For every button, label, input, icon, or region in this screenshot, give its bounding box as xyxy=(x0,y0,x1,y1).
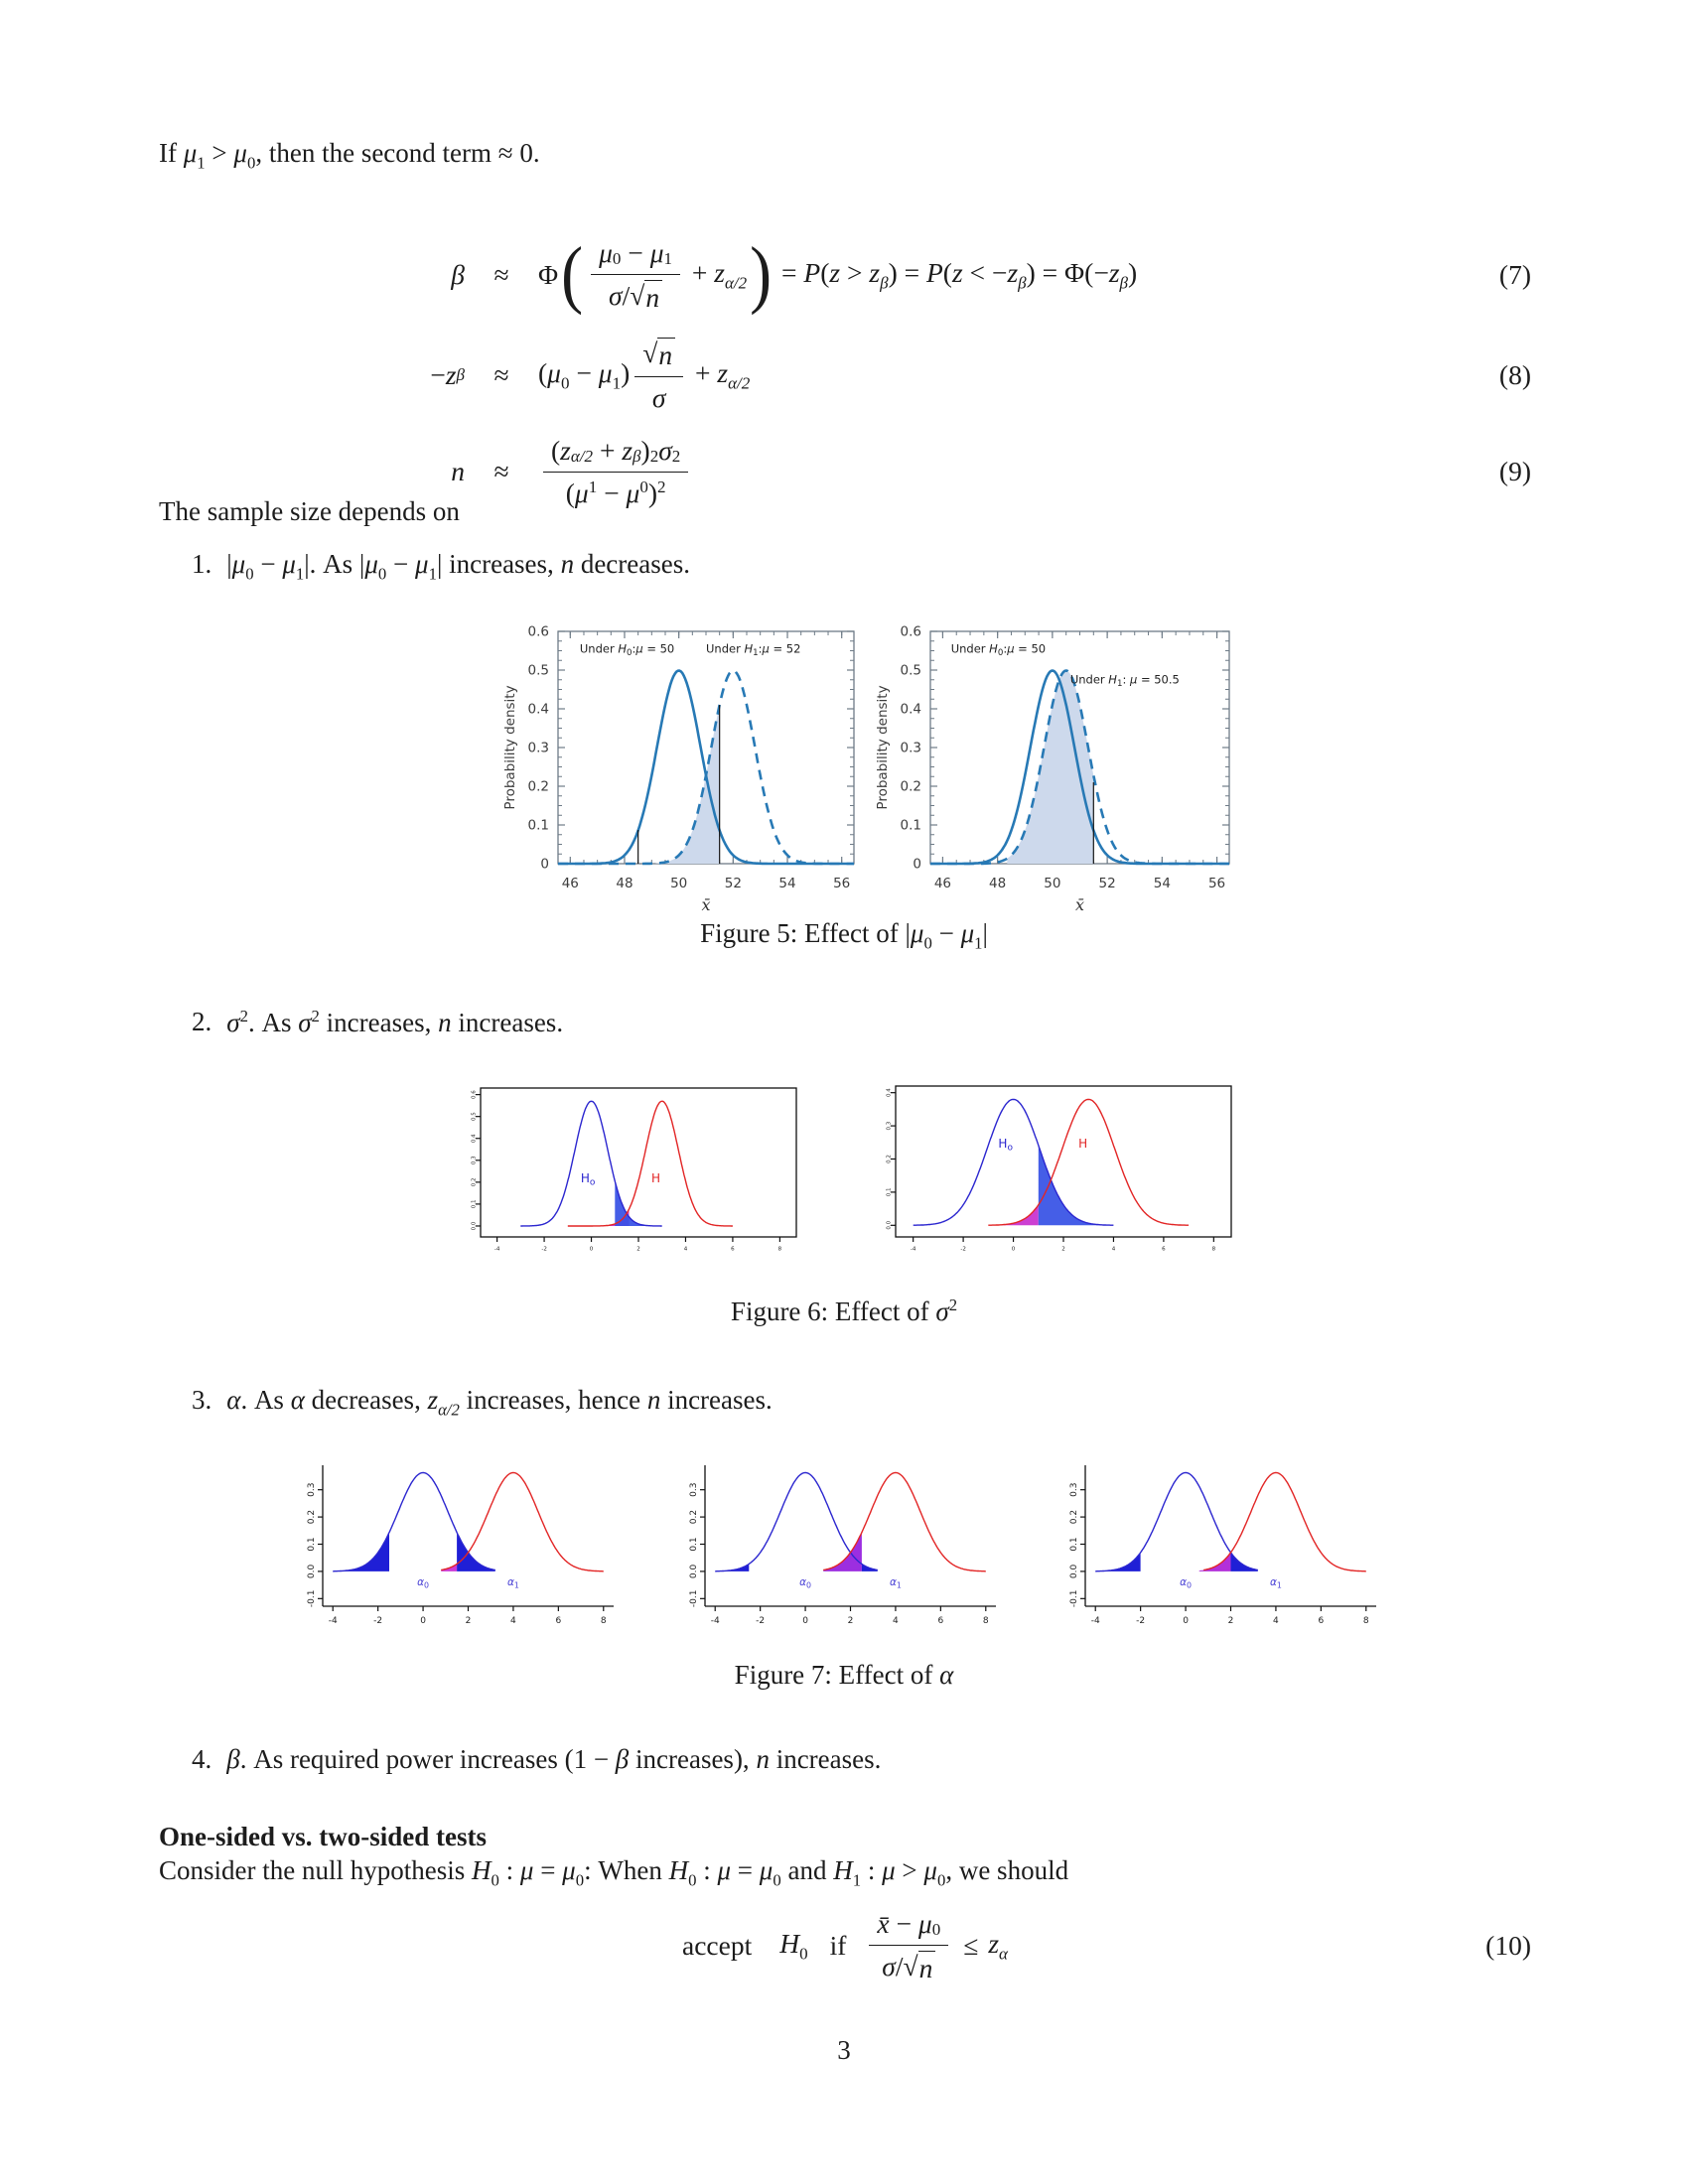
svg-text:0.2: 0.2 xyxy=(527,778,549,795)
svg-text:0.0: 0.0 xyxy=(886,1220,893,1230)
svg-text:8: 8 xyxy=(1211,1246,1216,1253)
figure7-middle-plot xyxy=(657,1453,1005,1652)
svg-text:0.2: 0.2 xyxy=(471,1177,478,1187)
equation-8-lhs: − z β xyxy=(430,359,465,390)
svg-text:α0: $\alpha_0$ xyxy=(417,1576,430,1590)
svg-text:0.1: 0.1 xyxy=(307,1537,317,1552)
svg-text:8: 8 xyxy=(777,1246,782,1253)
svg-text:H: H xyxy=(1078,1136,1088,1151)
big-close-paren: ) xyxy=(750,232,773,317)
svg-text:-0.1: -0.1 xyxy=(689,1589,699,1608)
svg-text:0.6: 0.6 xyxy=(527,623,549,640)
svg-text:0.6: 0.6 xyxy=(471,1090,478,1099)
equation-8 xyxy=(159,334,1531,417)
svg-text:-4: -4 xyxy=(328,1616,338,1626)
fraction xyxy=(869,1908,948,1984)
figure6-left-plot xyxy=(459,1074,806,1263)
equation-10 xyxy=(159,1898,1531,1993)
intro-paragraph: If $\mu_1 > \mu_0$, then the second term ≈ 0. xyxy=(159,138,540,173)
equation-8-rhs xyxy=(538,338,750,414)
sample-size-paragraph: The sample size depends on xyxy=(159,496,460,526)
svg-text:α1: $\alpha_1$ xyxy=(506,1576,519,1590)
svg-text:α0: $\alpha_0$ xyxy=(799,1576,812,1590)
svg-text:0.3: 0.3 xyxy=(900,740,921,756)
square-root xyxy=(630,280,662,314)
svg-text:0.4: 0.4 xyxy=(886,1088,893,1098)
svg-text:56: 56 xyxy=(1207,876,1226,891)
svg-text:0.2: 0.2 xyxy=(1069,1509,1079,1525)
svg-text:0.3: 0.3 xyxy=(886,1121,893,1131)
svg-text:α0: $\alpha_0$ xyxy=(1180,1576,1193,1590)
svg-text:0.0: 0.0 xyxy=(1069,1564,1079,1579)
figure7-right-plot xyxy=(1038,1453,1385,1652)
figure5-left-plot xyxy=(501,617,864,915)
svg-text:4: 4 xyxy=(510,1616,516,1626)
svg-text:-2: -2 xyxy=(541,1246,547,1253)
svg-text:48: 48 xyxy=(616,876,633,891)
svg-text:0.3: 0.3 xyxy=(527,740,549,756)
svg-text:0.3: 0.3 xyxy=(689,1482,699,1497)
svg-text:0: 0 xyxy=(589,1246,594,1253)
svg-text:0.5: 0.5 xyxy=(900,662,921,679)
radical-sign: √ xyxy=(642,337,658,368)
radical-argument: n xyxy=(918,1951,936,1984)
svg-text:0.3: 0.3 xyxy=(471,1156,478,1165)
section-heading: One-sided vs. two-sided tests xyxy=(159,1822,488,1851)
svg-text:0.5: 0.5 xyxy=(527,662,549,679)
fraction xyxy=(591,237,680,314)
svg-text:2: 2 xyxy=(636,1246,640,1253)
fraction-denominator xyxy=(609,275,662,314)
if-word: if xyxy=(829,1930,847,1961)
denominator-prefix: σ/ xyxy=(609,279,631,311)
list-item-3 xyxy=(192,1385,1532,1420)
equation-7-plus-term: + $z_{\alpha/2}$ xyxy=(685,256,748,293)
radical-argument: n xyxy=(657,338,675,371)
svg-text:Probability density: Probability density xyxy=(502,685,518,810)
fraction-numerator: x̄ − μ $_0$ xyxy=(869,1908,948,1946)
svg-text:-0.1: -0.1 xyxy=(307,1589,317,1608)
svg-text:0.0: 0.0 xyxy=(471,1221,478,1231)
svg-text:56: 56 xyxy=(833,876,851,891)
equation-7-number: (7) xyxy=(1498,259,1531,290)
svg-text:0: 0 xyxy=(1011,1246,1016,1253)
equation-8-number: (8) xyxy=(1498,359,1531,390)
svg-text:4: 4 xyxy=(1111,1246,1116,1253)
svg-text:-0.1: -0.1 xyxy=(1069,1589,1079,1608)
svg-text:Under H0:μ = 50: Under $H_0:\mu = 50$ xyxy=(950,641,1047,658)
figure6-caption: Figure 6: Effect of $\sigma^2$ xyxy=(730,1296,958,1326)
equation-8-suffix: + $z_{\alpha/2}$ xyxy=(688,356,751,393)
svg-text:0.0: 0.0 xyxy=(689,1564,699,1579)
svg-text:Ho: $H_o$ xyxy=(998,1136,1013,1154)
list-item-2-number: 2. xyxy=(192,1007,212,1036)
svg-text:0.4: 0.4 xyxy=(527,701,549,718)
leq-symbol: ≤ xyxy=(963,1930,979,1961)
svg-text:0.4: 0.4 xyxy=(471,1134,478,1144)
equation-8-prefix: $(\mu_0 - \mu_1)$ xyxy=(538,356,631,393)
phi-symbol: Φ xyxy=(538,259,559,290)
svg-text:0.2: 0.2 xyxy=(689,1509,699,1525)
svg-text:0.1: 0.1 xyxy=(900,817,921,834)
accept-word: accept xyxy=(682,1930,753,1961)
svg-text:H: H xyxy=(651,1170,661,1185)
equation-9-lhs: n xyxy=(451,456,465,486)
equation-7-lhs: β xyxy=(451,259,465,290)
list-item-4 xyxy=(192,1744,1532,1775)
svg-text:0.1: 0.1 xyxy=(689,1537,699,1552)
h0-symbol: $H_0$ xyxy=(779,1927,808,1964)
svg-text:Under H1:μ = 52: Under $H_1:\mu = 52$ xyxy=(706,641,801,658)
svg-text:2: 2 xyxy=(1061,1246,1065,1253)
equation-7-tail: = $P(z > z_\beta) = P(z < -z_\beta) = \Phi(-z_\beta)$ xyxy=(774,256,1138,293)
svg-text:-4: -4 xyxy=(910,1246,916,1253)
fraction-denominator: σ xyxy=(651,381,666,413)
svg-text:0: 0 xyxy=(913,856,921,873)
svg-text:0: 0 xyxy=(1183,1616,1189,1626)
svg-text:4: 4 xyxy=(683,1246,688,1253)
svg-text:-4: -4 xyxy=(1090,1616,1100,1626)
list-item-4-text: β. As required power increases (1 − β increases), n increases. xyxy=(226,1744,882,1774)
equation-10-number: (10) xyxy=(1485,1930,1531,1961)
figure7-caption: Figure 7: Effect of α xyxy=(734,1660,954,1690)
svg-text:2: 2 xyxy=(1227,1616,1234,1626)
list-item-1 xyxy=(192,549,1532,584)
svg-text:52: 52 xyxy=(724,876,742,891)
fraction-denominator xyxy=(882,1946,935,1984)
svg-text:0.1: 0.1 xyxy=(1069,1537,1079,1552)
svg-text:0.3: 0.3 xyxy=(1069,1482,1079,1497)
svg-text:Ho: $H_o$ xyxy=(580,1170,596,1188)
equation-7-rhs xyxy=(538,232,1138,317)
svg-text:52: 52 xyxy=(1098,876,1116,891)
svg-text:46: 46 xyxy=(933,876,952,891)
svg-text:0.2: 0.2 xyxy=(900,778,921,795)
svg-text:0.0: 0.0 xyxy=(307,1564,317,1579)
svg-text:-4: -4 xyxy=(710,1616,720,1626)
radical-sign: √ xyxy=(630,279,645,311)
svg-text:-4: -4 xyxy=(493,1246,500,1253)
svg-text:50: 50 xyxy=(1044,876,1061,891)
list-item-2 xyxy=(192,1007,1532,1038)
square-root xyxy=(642,338,675,371)
svg-text:8: 8 xyxy=(1362,1616,1369,1626)
svg-text:0.1: 0.1 xyxy=(527,817,549,834)
svg-text:Under H1: μ = 50.5: Under $H_1$: μ = 50.5 xyxy=(1069,672,1180,690)
svg-text:54: 54 xyxy=(778,876,796,891)
list-item-4-number: 4. xyxy=(192,1744,212,1774)
svg-text:α1: $\alpha_1$ xyxy=(889,1576,902,1590)
svg-text:0.2: 0.2 xyxy=(886,1155,893,1163)
list-item-3-number: 3. xyxy=(192,1385,212,1415)
equation-9-relation: ≈ xyxy=(493,456,509,486)
svg-text:α1: $\alpha_1$ xyxy=(1269,1576,1282,1590)
equation-10-content xyxy=(682,1908,1008,1984)
consider-paragraph: Consider the null hypothesis $H_0$ : $\mu = \mu_0$: When $H_0$ : $\mu = \mu_0$ and $H_1$ : $\mu > \mu_0$, we should xyxy=(159,1855,1069,1890)
list-item-3-text: α. As α decreases, $z_{\alpha/2}$ increases, hence n increases. xyxy=(226,1385,773,1420)
figure5-caption: Figure 5: Effect of $|\mu_0 - \mu_1|$ xyxy=(700,918,988,953)
svg-text:0.4: 0.4 xyxy=(900,701,921,718)
svg-text:2: 2 xyxy=(465,1616,472,1626)
equation-8-relation: ≈ xyxy=(493,359,509,390)
svg-text:x̄: x̄ xyxy=(701,895,711,914)
svg-text:x̄: x̄ xyxy=(1074,895,1085,914)
svg-text:48: 48 xyxy=(989,876,1007,891)
fraction-denominator: ( μ 1 − μ 0 ) 2 xyxy=(565,477,666,508)
list-item-1-text: $|\mu_0 - \mu_1|$. As $|\mu_0 - \mu_1|$ increases, n decreases. xyxy=(226,549,690,584)
square-root xyxy=(904,1951,936,1984)
equation-7-relation: ≈ xyxy=(493,259,509,290)
svg-text:50: 50 xyxy=(670,876,688,891)
svg-text:Probability density: Probability density xyxy=(875,685,891,810)
svg-text:-2: -2 xyxy=(756,1616,766,1626)
denominator-prefix: σ/ xyxy=(882,1950,904,1981)
svg-text:6: 6 xyxy=(1162,1246,1166,1253)
svg-text:0.6: 0.6 xyxy=(900,623,921,640)
svg-text:0: 0 xyxy=(540,856,549,873)
radical-sign: √ xyxy=(903,1950,918,1981)
list-item-2-text: $\sigma^2$. As $\sigma^2$ increases, n increases. xyxy=(226,1007,564,1037)
radical-argument: n xyxy=(644,280,662,314)
svg-text:0.2: 0.2 xyxy=(307,1509,317,1525)
z-alpha-symbol: $z_\alpha$ xyxy=(988,1927,1008,1964)
svg-text:-2: -2 xyxy=(1136,1616,1146,1626)
equation-7 xyxy=(159,220,1531,330)
svg-text:0.1: 0.1 xyxy=(886,1187,893,1197)
svg-text:4: 4 xyxy=(1273,1616,1279,1626)
svg-text:6: 6 xyxy=(1318,1616,1325,1626)
svg-text:0: 0 xyxy=(802,1616,808,1626)
svg-text:2: 2 xyxy=(847,1616,854,1626)
fraction-numerator: ( z $_{\alpha/2}$ + z $_\beta$ ) $_2$ σ $_2$ xyxy=(543,435,688,473)
svg-text:0.5: 0.5 xyxy=(471,1112,478,1122)
big-open-paren: ( xyxy=(561,232,584,317)
fraction-numerator: μ $_0$ − μ $_1$ xyxy=(591,237,680,275)
svg-text:8: 8 xyxy=(982,1616,989,1626)
svg-text:4: 4 xyxy=(893,1616,899,1626)
svg-text:54: 54 xyxy=(1153,876,1171,891)
svg-text:0.3: 0.3 xyxy=(307,1482,317,1497)
svg-text:6: 6 xyxy=(731,1246,735,1253)
svg-text:46: 46 xyxy=(561,876,579,891)
equation-9-number: (9) xyxy=(1498,456,1531,486)
svg-text:6: 6 xyxy=(555,1616,562,1626)
list-item-1-number: 1. xyxy=(192,549,212,579)
figure7-left-plot xyxy=(275,1453,623,1652)
svg-text:6: 6 xyxy=(937,1616,944,1626)
svg-text:8: 8 xyxy=(600,1616,607,1626)
svg-text:0.1: 0.1 xyxy=(471,1199,478,1209)
svg-text:-2: -2 xyxy=(960,1246,966,1253)
svg-text:-2: -2 xyxy=(373,1616,383,1626)
svg-text:Under H0:μ = 50: Under $H_0:\mu = 50$ xyxy=(579,641,675,658)
fraction xyxy=(634,338,683,414)
figure6-right-plot xyxy=(870,1074,1239,1263)
page-number: 3 xyxy=(837,2035,851,2065)
svg-text:0: 0 xyxy=(420,1616,426,1626)
figure5-right-plot xyxy=(874,617,1239,915)
fraction-numerator xyxy=(634,338,683,377)
